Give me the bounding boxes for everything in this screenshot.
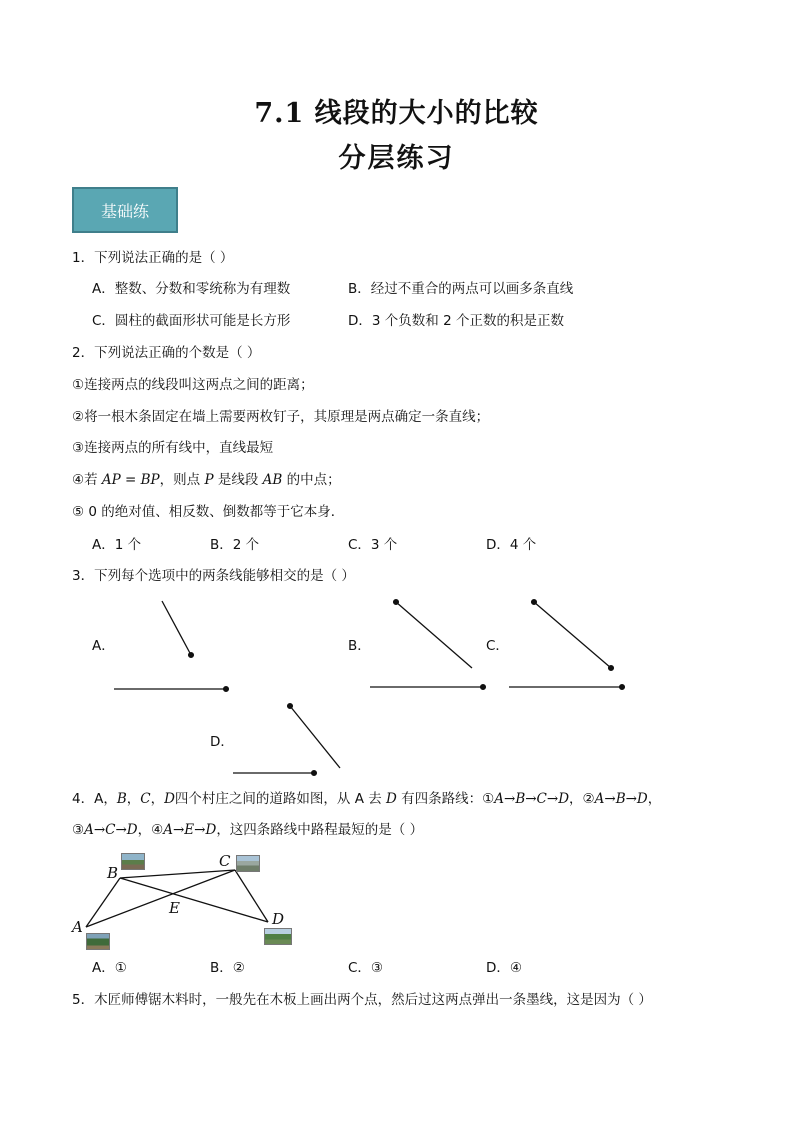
village-c-image — [236, 855, 260, 872]
q4-route-2: A→B→D — [594, 791, 648, 807]
q4-text-2b: ，这四条路线中路程最短的是（ ） — [216, 822, 424, 838]
page-title: 7.1 线段的大小的比较 — [254, 98, 539, 129]
q1-option-b: B．经过不重合的两点可以画多条直线 — [348, 281, 574, 297]
q4-option-c: C．③ — [348, 960, 384, 976]
q2-s4-equation: AP = BP — [101, 472, 160, 488]
q2-option-d: D．4 个 — [486, 537, 537, 553]
q2-s4-text-b: ，则点 — [159, 472, 205, 488]
q4-label-a: A — [72, 918, 83, 936]
q4-label-b: B — [107, 864, 119, 882]
q2-option-c: C．3 个 — [348, 537, 398, 553]
q1-option-a: A．整数、分数和零统称为有理数 — [92, 281, 291, 297]
q3-stem: 3．下列每个选项中的两条线能够相交的是（ ） — [72, 568, 355, 584]
q4-option-a: A．① — [92, 960, 127, 976]
q4-var-d: D — [164, 791, 175, 807]
q2-option-b: B．2 个 — [210, 537, 260, 553]
q4-sep-4: ，④ — [137, 822, 164, 838]
q4-label-d: D — [272, 910, 285, 928]
q4-text-1b: 四个村庄之间的道路如图，从 A 去 — [174, 791, 387, 807]
village-d-image — [264, 928, 292, 945]
q4-sep-2: ，② — [569, 791, 595, 807]
village-a-image — [86, 933, 110, 950]
q4-route-3: A→C→D — [84, 822, 138, 838]
q2-s4-point: P — [204, 472, 214, 488]
road-b-d — [120, 878, 268, 922]
page-subtitle: 分层练习 — [338, 143, 455, 174]
q2-stem: 2．下列说法正确的个数是（ ） — [72, 345, 261, 361]
q4-var-c: C — [140, 791, 151, 807]
q4-label-e: E — [169, 899, 180, 917]
q1-stem: 1．下列说法正确的是（ ） — [72, 250, 234, 266]
q3-option-d: D． — [210, 734, 234, 750]
q2-s4-text-d: 的中点； — [282, 472, 341, 488]
q4-var-b: B — [116, 791, 127, 807]
q2-s4-text-a: ④若 — [72, 472, 102, 488]
q1-option-c: C．圆柱的截面形状可能是长方形 — [92, 313, 291, 329]
q4-route-4: A→E→D — [163, 822, 217, 838]
q4-text-1a: 4．A， — [72, 791, 117, 807]
q3-option-a: A． — [92, 638, 115, 654]
q4-label-c: C — [219, 852, 231, 870]
q4-option-b: B．② — [210, 960, 245, 976]
q5-stem: 5．木匠师傅锯木料时，一般先在木板上画出两个点，然后过这两点弹出一条墨线，这是因为（ ） — [72, 992, 652, 1008]
q2-option-a: A．1 个 — [92, 537, 142, 553]
road-a-b — [86, 878, 120, 927]
q4-text-1c: 有四条路线：① — [396, 791, 495, 807]
q2-s4-text-c: 是线段 — [213, 472, 263, 488]
q2-statement-5: ⑤ 0 的绝对值、相反数、倒数都等于它本身． — [72, 504, 345, 520]
q4-tail-1: ， — [647, 791, 662, 807]
q2-statement-2: ②将一根木条固定在墙上需要两枚钉子，其原理是两点确定一条直线； — [72, 409, 490, 425]
village-b-image — [121, 853, 145, 870]
q2-statement-3: ③连接两点的所有线中，直线最短 — [72, 440, 274, 456]
q2-s4-segment: AB — [262, 472, 283, 488]
q4-var-d2: D — [386, 791, 397, 807]
q2-statement-1: ①连接两点的线段叫这两点之间的距离； — [72, 377, 314, 393]
q4-stem-line1: 4．A，B，C，D四个村庄之间的道路如图，从 A 去 D 有四条路线：①A→B→C→D，②A→B→D， — [72, 791, 662, 807]
q4-route-1: A→B→C→D — [494, 791, 570, 807]
q4-text-2a: ③ — [72, 822, 85, 838]
q1-option-d: D．3 个负数和 2 个正数的积是正数 — [348, 313, 564, 329]
q3-option-b: B． — [348, 638, 371, 654]
q3-option-c: C． — [486, 638, 509, 654]
section-label-basic: 基础练 — [72, 187, 178, 233]
q4-option-d: D．④ — [486, 960, 522, 976]
